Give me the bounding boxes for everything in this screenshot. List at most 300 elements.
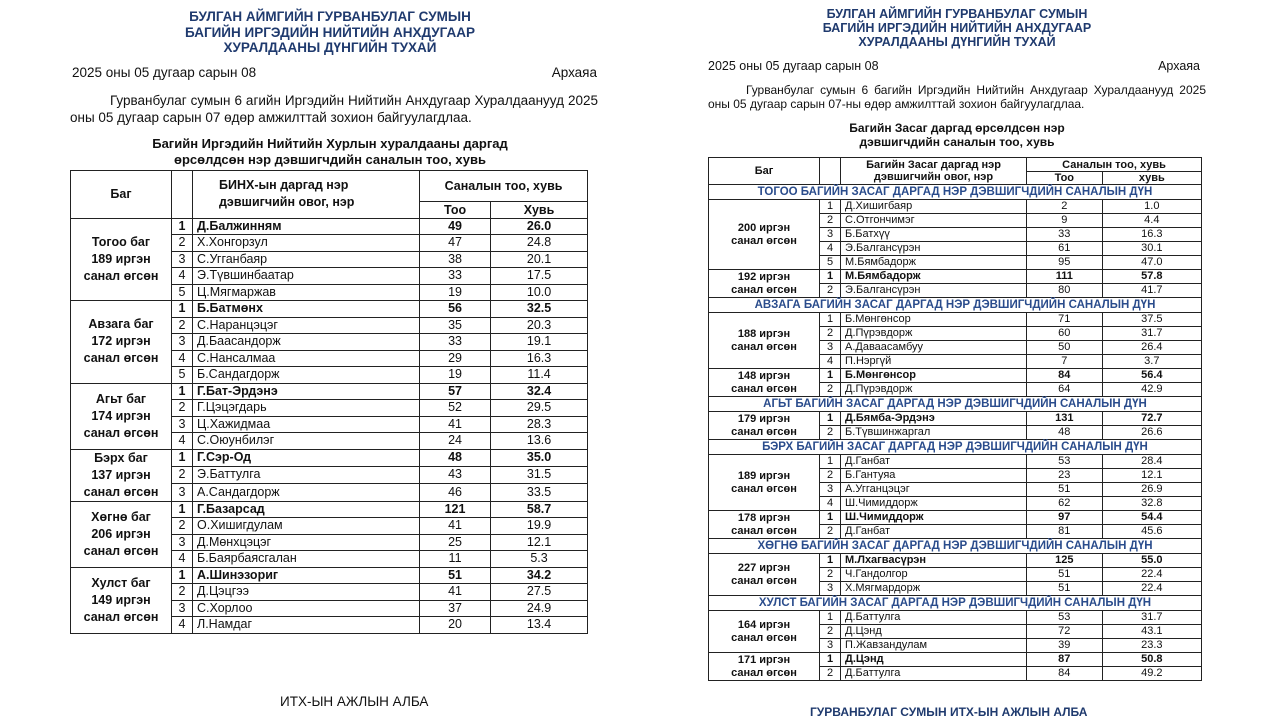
- right-results-table: [708, 157, 1202, 681]
- vote-percent: 26.0: [491, 218, 588, 235]
- candidate-name: Б.Мөнгөнсор: [841, 369, 1027, 383]
- candidate-number: 2: [820, 469, 841, 483]
- section-title: АГЬТ БАГИЙН ЗАСАГ ДАРГАД НЭР ДЭВШИГЧДИЙН САНАЛЫН ДҮН: [709, 397, 1202, 412]
- candidate-number: 4: [820, 242, 841, 256]
- vote-count: 48: [1027, 426, 1103, 440]
- vote-count: 29: [420, 350, 491, 367]
- candidate-name: Д.Цэнд: [841, 653, 1027, 667]
- group-label-line: 206 иргэн: [91, 526, 151, 541]
- table-row: [709, 270, 1202, 284]
- candidate-number: 3: [820, 228, 841, 242]
- candidate-number: 2: [820, 383, 841, 397]
- candidate-number: 1: [172, 301, 193, 318]
- table-row: [71, 218, 588, 235]
- vote-count: 48: [420, 449, 491, 466]
- candidate-name: Д.Ганбат: [841, 525, 1027, 539]
- candidate-name: Д.Мөнхцэцэг: [193, 534, 420, 551]
- candidate-name: М.Бямбадорж: [841, 256, 1027, 270]
- candidate-number: 2: [172, 317, 193, 334]
- vote-percent: 32.8: [1102, 497, 1201, 511]
- candidate-number: 3: [172, 484, 193, 501]
- candidate-number: 1: [172, 449, 193, 466]
- candidate-name: Д.Бямба-Эрдэнэ: [841, 412, 1027, 426]
- vote-count: 62: [1027, 497, 1103, 511]
- vote-percent: 34.2: [491, 567, 588, 584]
- vote-count: 2: [1027, 200, 1103, 214]
- right-place: Архаяа: [1158, 59, 1200, 73]
- table-row: [71, 567, 588, 584]
- group-label-line: 188 иргэн: [737, 327, 791, 340]
- section-title: ХУЛСТ БАГИЙН ЗАСАГ ДАРГАД НЭР ДЭВШИГЧДИЙН САНАЛЫН ДҮН: [709, 596, 1202, 611]
- candidate-name: Х.Хонгорзул: [193, 235, 420, 252]
- vote-count: 7: [1027, 355, 1103, 369]
- group-label-line: 172 иргэн: [91, 334, 151, 349]
- candidate-name: Б.Түвшинжаргал: [841, 426, 1027, 440]
- vote-percent: 23.3: [1102, 639, 1201, 653]
- candidate-number: 1: [820, 412, 841, 426]
- section-row: [709, 185, 1202, 200]
- group-label-line: санал өгсөн: [731, 666, 797, 679]
- table-row: [709, 412, 1202, 426]
- vote-count: 52: [420, 400, 491, 417]
- vote-count: 33: [420, 334, 491, 351]
- left-intro-paragraph: Гурванбулаг сумын 6 агийн Иргэдийн Нийтийн Анхдугаар Хуралдаанууд 2025 оны 05 дугаар сарын 07 өдөр амжилттай зохион байгуулагдлаа.: [70, 92, 598, 125]
- vote-percent: 33.5: [491, 484, 588, 501]
- right-table-title: [708, 121, 1206, 149]
- group-label-line: санал өгсөн: [731, 283, 797, 296]
- left-table-body: [71, 218, 588, 633]
- table-row: [71, 501, 588, 518]
- left-heading: [70, 9, 590, 56]
- right-document: [708, 0, 1206, 681]
- section-row: [709, 596, 1202, 611]
- group-label-cell: [709, 369, 820, 397]
- vote-count: 84: [1027, 369, 1103, 383]
- candidate-number: 4: [172, 350, 193, 367]
- candidate-name: С.Наранцэцэг: [193, 317, 420, 334]
- candidate-number: 1: [820, 653, 841, 667]
- candidate-name: Б.Баярбаясгалан: [193, 551, 420, 568]
- candidate-name: Г.Цэцэгдарь: [193, 400, 420, 417]
- vote-percent: 31.7: [1102, 611, 1201, 625]
- vote-count: 64: [1027, 383, 1103, 397]
- candidate-number: 2: [820, 426, 841, 440]
- vote-count: 81: [1027, 525, 1103, 539]
- table-row: [71, 383, 588, 400]
- candidate-name: С.Оюунбилэг: [193, 433, 420, 450]
- candidate-number: 2: [172, 584, 193, 601]
- candidate-number: 2: [172, 518, 193, 535]
- group-label-cell: [709, 455, 820, 511]
- vote-count: 53: [1027, 455, 1103, 469]
- candidate-name: Э.Балгансүрэн: [841, 242, 1027, 256]
- vote-percent: 45.6: [1102, 525, 1201, 539]
- group-label-line: 164 иргэн: [737, 618, 791, 631]
- col-header-name: БИНХ-ын даргад нэр дэвшигчийн овог, нэр: [193, 170, 420, 218]
- group-label-cell: [709, 412, 820, 440]
- group-label-cell: [71, 449, 172, 501]
- vote-percent: 54.4: [1102, 511, 1201, 525]
- group-label-line: 171 иргэн: [737, 653, 791, 666]
- candidate-number: 4: [172, 617, 193, 634]
- vote-percent: 26.6: [1102, 426, 1201, 440]
- group-label-line: санал өгсөн: [83, 268, 159, 283]
- candidate-number: 4: [172, 433, 193, 450]
- right-heading-line: БАГИЙН ИРГЭДИЙН НИЙТИЙН АНХДУГААР: [822, 21, 1092, 35]
- vote-percent: 19.9: [491, 518, 588, 535]
- group-label-cell: [71, 501, 172, 567]
- vote-count: 72: [1027, 625, 1103, 639]
- group-label-line: Агьт баг: [95, 391, 147, 406]
- candidate-number: 1: [172, 218, 193, 235]
- group-label-line: Хөгнө баг: [91, 509, 151, 524]
- vote-percent: 24.8: [491, 235, 588, 252]
- vote-percent: 72.7: [1102, 412, 1201, 426]
- candidate-number: 4: [820, 355, 841, 369]
- candidate-name: А.Даваасамбуу: [841, 341, 1027, 355]
- candidate-name: А.Шинэзориг: [193, 567, 420, 584]
- table-row: [709, 611, 1202, 625]
- candidate-number: 2: [820, 327, 841, 341]
- candidate-name: Б.Сандагдорж: [193, 367, 420, 384]
- vote-percent: 16.3: [491, 350, 588, 367]
- col-header-count: Тоо: [420, 201, 491, 218]
- group-label-line: 189 иргэн: [91, 251, 151, 266]
- group-label-cell: [71, 301, 172, 384]
- candidate-name: Ч.Гандолгор: [841, 568, 1027, 582]
- group-label-cell: [709, 200, 820, 270]
- candidate-number: 1: [820, 313, 841, 327]
- vote-count: 61: [1027, 242, 1103, 256]
- candidate-number: 1: [172, 383, 193, 400]
- vote-count: 60: [1027, 327, 1103, 341]
- candidate-number: 2: [172, 400, 193, 417]
- left-dateline: [70, 65, 597, 80]
- candidate-number: 4: [172, 551, 193, 568]
- section-row: [709, 298, 1202, 313]
- candidate-name: С.Угганбаяр: [193, 251, 420, 268]
- vote-count: 95: [1027, 256, 1103, 270]
- candidate-number: 3: [172, 416, 193, 433]
- candidate-name: Х.Мягмардорж: [841, 582, 1027, 596]
- table-row: [709, 200, 1202, 214]
- vote-count: 37: [420, 600, 491, 617]
- group-label-line: санал өгсөн: [731, 482, 797, 495]
- right-heading-line: БУЛГАН АЙМГИЙН ГУРВАНБУЛАГ СУМЫН: [826, 7, 1088, 21]
- vote-count: 71: [1027, 313, 1103, 327]
- vote-count: 19: [420, 367, 491, 384]
- candidate-number: 3: [172, 251, 193, 268]
- vote-count: 56: [420, 301, 491, 318]
- group-label-line: 200 иргэн: [737, 221, 791, 234]
- vote-percent: 58.7: [491, 501, 588, 518]
- group-label-cell: [71, 383, 172, 449]
- vote-count: 11: [420, 551, 491, 568]
- candidate-name: Б.Мөнгөнсор: [841, 313, 1027, 327]
- vote-count: 57: [420, 383, 491, 400]
- candidate-name: С.Хорлоо: [193, 600, 420, 617]
- vote-percent: 27.5: [491, 584, 588, 601]
- candidate-name: Б.Батмөнх: [193, 301, 420, 318]
- candidate-number: 3: [820, 341, 841, 355]
- group-label-line: Бэрх баг: [94, 450, 148, 465]
- vote-count: 24: [420, 433, 491, 450]
- candidate-name: Г.Базарсад: [193, 501, 420, 518]
- candidate-name: Л.Намдаг: [193, 617, 420, 634]
- left-place: Архаяа: [551, 64, 597, 80]
- vote-percent: 56.4: [1102, 369, 1201, 383]
- candidate-name: Б.Батхүү: [841, 228, 1027, 242]
- group-label-line: 174 иргэн: [91, 408, 151, 423]
- vote-percent: 13.4: [491, 617, 588, 634]
- vote-percent: 30.1: [1102, 242, 1201, 256]
- section-row: [709, 397, 1202, 412]
- group-label-line: 179 иргэн: [737, 412, 791, 425]
- vote-percent: 31.7: [1102, 327, 1201, 341]
- candidate-name: Д.Баттулга: [841, 611, 1027, 625]
- candidate-name: Д.Цэнд: [841, 625, 1027, 639]
- vote-count: 49: [420, 218, 491, 235]
- vote-count: 33: [1027, 228, 1103, 242]
- candidate-number: 2: [820, 625, 841, 639]
- vote-percent: 22.4: [1102, 582, 1201, 596]
- candidate-number: 3: [172, 600, 193, 617]
- group-label-line: санал өгсөн: [731, 524, 797, 537]
- vote-count: 20: [420, 617, 491, 634]
- col-header-num: [820, 158, 841, 185]
- vote-percent: 26.9: [1102, 483, 1201, 497]
- right-table-title-line: Багийн Засаг даргад өрсөлдсөн нэр: [849, 121, 1065, 135]
- table-row: [709, 554, 1202, 568]
- left-document: [70, 0, 598, 634]
- candidate-name: Э.Балгансүрэн: [841, 284, 1027, 298]
- candidate-name: С.Отгончимэг: [841, 214, 1027, 228]
- section-row: [709, 539, 1202, 554]
- vote-percent: 22.4: [1102, 568, 1201, 582]
- candidate-name: Ц.Мягмаржав: [193, 284, 420, 301]
- group-label-line: санал өгсөн: [731, 631, 797, 644]
- vote-count: 9: [1027, 214, 1103, 228]
- vote-percent: 32.5: [491, 301, 588, 318]
- section-title: БЭРХ БАГИЙН ЗАСАГ ДАРГАД НЭР ДЭВШИГЧДИЙН САНАЛЫН ДҮН: [709, 440, 1202, 455]
- vote-count: 35: [420, 317, 491, 334]
- col-header-votes: Саналын тоо, хувь: [420, 170, 588, 201]
- group-label-cell: [709, 270, 820, 298]
- table-row: [709, 455, 1202, 469]
- col-header-name: Багийн Засаг даргад нэр дэвшигчийн овог, нэр: [841, 158, 1027, 185]
- group-label-line: 227 иргэн: [737, 561, 791, 574]
- group-label-cell: [71, 567, 172, 633]
- vote-count: 51: [1027, 483, 1103, 497]
- group-label-line: Авзага баг: [88, 317, 154, 332]
- section-title: ТОГОО БАГИЙН ЗАСАГ ДАРГАД НЭР ДЭВШИГЧДИЙН САНАЛЫН ДҮН: [709, 185, 1202, 200]
- group-label-cell: [709, 611, 820, 653]
- candidate-number: 5: [172, 284, 193, 301]
- candidate-number: 1: [820, 270, 841, 284]
- vote-count: 41: [420, 416, 491, 433]
- vote-percent: 13.6: [491, 433, 588, 450]
- left-footer: ИТХ-ЫН АЖЛЫН АЛБА: [280, 694, 429, 709]
- vote-count: 121: [420, 501, 491, 518]
- candidate-name: Д.Баттулга: [841, 667, 1027, 681]
- candidate-name: Г.Бат-Эрдэнэ: [193, 383, 420, 400]
- vote-count: 25: [420, 534, 491, 551]
- vote-percent: 3.7: [1102, 355, 1201, 369]
- vote-percent: 29.5: [491, 400, 588, 417]
- vote-percent: 16.3: [1102, 228, 1201, 242]
- right-table-body: [709, 185, 1202, 681]
- candidate-number: 4: [172, 268, 193, 285]
- candidate-number: 3: [820, 639, 841, 653]
- right-intro-paragraph: Гурванбулаг сумын 6 багийн Иргэдийн Нийтийн Анхдугаар Хуралдаанууд 2025 оны 05 дугаар сарын 07-ны өдөр амжилттай зохион байгуулагдлаа.: [708, 83, 1206, 111]
- section-title: ХӨГНӨ БАГИЙН ЗАСАГ ДАРГАД НЭР ДЭВШИГЧДИЙН САНАЛЫН ДҮН: [709, 539, 1202, 554]
- candidate-number: 1: [820, 455, 841, 469]
- vote-count: 97: [1027, 511, 1103, 525]
- vote-count: 38: [420, 251, 491, 268]
- vote-count: 23: [1027, 469, 1103, 483]
- right-dateline: [708, 59, 1206, 73]
- group-label-line: санал өгсөн: [83, 543, 159, 558]
- vote-count: 41: [420, 584, 491, 601]
- vote-count: 46: [420, 484, 491, 501]
- candidate-name: С.Нансалмаа: [193, 350, 420, 367]
- candidate-number: 2: [172, 466, 193, 483]
- vote-percent: 17.5: [491, 268, 588, 285]
- col-header-bag: Баг: [709, 158, 820, 185]
- col-header-num: [172, 170, 193, 218]
- candidate-name: А.Сандагдорж: [193, 484, 420, 501]
- vote-percent: 35.0: [491, 449, 588, 466]
- vote-count: 47: [420, 235, 491, 252]
- candidate-number: 1: [820, 369, 841, 383]
- candidate-number: 1: [820, 511, 841, 525]
- candidate-name: Ц.Хажидмаа: [193, 416, 420, 433]
- left-date: 2025 оны 05 дугаар сарын 08: [72, 64, 257, 80]
- candidate-name: Д.Балжинням: [193, 218, 420, 235]
- vote-percent: 1.0: [1102, 200, 1201, 214]
- vote-count: 19: [420, 284, 491, 301]
- vote-count: 39: [1027, 639, 1103, 653]
- vote-count: 50: [1027, 341, 1103, 355]
- vote-percent: 31.5: [491, 466, 588, 483]
- candidate-name: О.Хишигдулам: [193, 518, 420, 535]
- vote-percent: 12.1: [491, 534, 588, 551]
- vote-percent: 43.1: [1102, 625, 1201, 639]
- candidate-name: Б.Гантуяа: [841, 469, 1027, 483]
- vote-count: 111: [1027, 270, 1103, 284]
- candidate-number: 2: [820, 284, 841, 298]
- col-header-count: Тоо: [1027, 172, 1103, 185]
- vote-count: 51: [1027, 568, 1103, 582]
- table-row: [709, 313, 1202, 327]
- vote-count: 125: [1027, 554, 1103, 568]
- vote-percent: 37.5: [1102, 313, 1201, 327]
- candidate-name: А.Угганцэцэг: [841, 483, 1027, 497]
- left-heading-line: БАГИЙН ИРГЭДИЙН НИЙТИЙН АНХДУГААР: [185, 24, 475, 40]
- candidate-name: Д.Цэцгээ: [193, 584, 420, 601]
- table-row: [709, 369, 1202, 383]
- vote-count: 131: [1027, 412, 1103, 426]
- col-header-pct: Хувь: [491, 201, 588, 218]
- vote-percent: 5.3: [491, 551, 588, 568]
- vote-percent: 28.4: [1102, 455, 1201, 469]
- candidate-number: 5: [820, 256, 841, 270]
- vote-percent: 55.0: [1102, 554, 1201, 568]
- candidate-number: 1: [172, 501, 193, 518]
- vote-percent: 20.1: [491, 251, 588, 268]
- section-row: [709, 440, 1202, 455]
- table-row: [71, 449, 588, 466]
- vote-percent: 20.3: [491, 317, 588, 334]
- vote-count: 51: [420, 567, 491, 584]
- candidate-number: 1: [820, 611, 841, 625]
- vote-percent: 26.4: [1102, 341, 1201, 355]
- left-results-table: [70, 170, 588, 634]
- vote-count: 84: [1027, 667, 1103, 681]
- group-label-cell: [709, 653, 820, 681]
- candidate-name: Д.Пүрэвдорж: [841, 327, 1027, 341]
- vote-percent: 12.1: [1102, 469, 1201, 483]
- vote-percent: 32.4: [491, 383, 588, 400]
- section-title: АВЗАГА БАГИЙН ЗАСАГ ДАРГАД НЭР ДЭВШИГЧДИЙН САНАЛЫН ДҮН: [709, 298, 1202, 313]
- vote-percent: 10.0: [491, 284, 588, 301]
- candidate-number: 1: [172, 567, 193, 584]
- group-label-line: 192 иргэн: [737, 270, 791, 283]
- vote-count: 53: [1027, 611, 1103, 625]
- vote-percent: 4.4: [1102, 214, 1201, 228]
- right-footer: ГУРВАНБУЛАГ СУМЫН ИТХ-ЫН АЖЛЫН АЛБА: [810, 705, 1088, 719]
- group-label-cell: [709, 511, 820, 539]
- col-header-votes: Саналын тоо, хувь: [1027, 158, 1202, 172]
- left-table-title-line: Багийн Иргэдийн Нийтийн Хурлын хуралдааны даргад: [152, 135, 508, 151]
- vote-count: 43: [420, 466, 491, 483]
- vote-percent: 49.2: [1102, 667, 1201, 681]
- candidate-name: Ш.Чимиддорж: [841, 497, 1027, 511]
- candidate-number: 4: [820, 497, 841, 511]
- vote-percent: 57.8: [1102, 270, 1201, 284]
- vote-percent: 41.7: [1102, 284, 1201, 298]
- right-heading-line: ХУРАЛДААНЫ ДҮНГИЙН ТУХАЙ: [858, 35, 1056, 49]
- candidate-number: 1: [820, 200, 841, 214]
- group-label-line: санал өгсөн: [731, 425, 797, 438]
- candidate-number: 2: [820, 525, 841, 539]
- candidate-number: 2: [820, 568, 841, 582]
- group-label-line: 149 иргэн: [91, 592, 151, 607]
- vote-count: 87: [1027, 653, 1103, 667]
- left-table-title: [70, 136, 590, 168]
- group-label-line: санал өгсөн: [83, 609, 159, 624]
- candidate-name: П.Нэргүй: [841, 355, 1027, 369]
- candidate-name: Э.Түвшинбаатар: [193, 268, 420, 285]
- table-row: [709, 653, 1202, 667]
- group-label-cell: [709, 554, 820, 596]
- candidate-name: Ш.Чимиддорж: [841, 511, 1027, 525]
- vote-count: 41: [420, 518, 491, 535]
- candidate-name: Д.Ганбат: [841, 455, 1027, 469]
- vote-count: 33: [420, 268, 491, 285]
- right-table-title-line: дэвшигчдийн саналын тоо, хувь: [859, 135, 1055, 149]
- group-label-line: Хулст баг: [91, 575, 151, 590]
- col-header-bag: Баг: [71, 170, 172, 218]
- group-label-line: санал өгсөн: [731, 234, 797, 247]
- vote-percent: 24.9: [491, 600, 588, 617]
- candidate-name: М.Бямбадорж: [841, 270, 1027, 284]
- group-label-cell: [709, 313, 820, 369]
- right-heading: [708, 7, 1206, 49]
- left-heading-line: БУЛГАН АЙМГИЙН ГУРВАНБУЛАГ СУМЫН: [189, 9, 471, 24]
- candidate-number: 5: [172, 367, 193, 384]
- left-heading-line: ХУРАЛДААНЫ ДҮНГИЙН ТУХАЙ: [223, 40, 437, 55]
